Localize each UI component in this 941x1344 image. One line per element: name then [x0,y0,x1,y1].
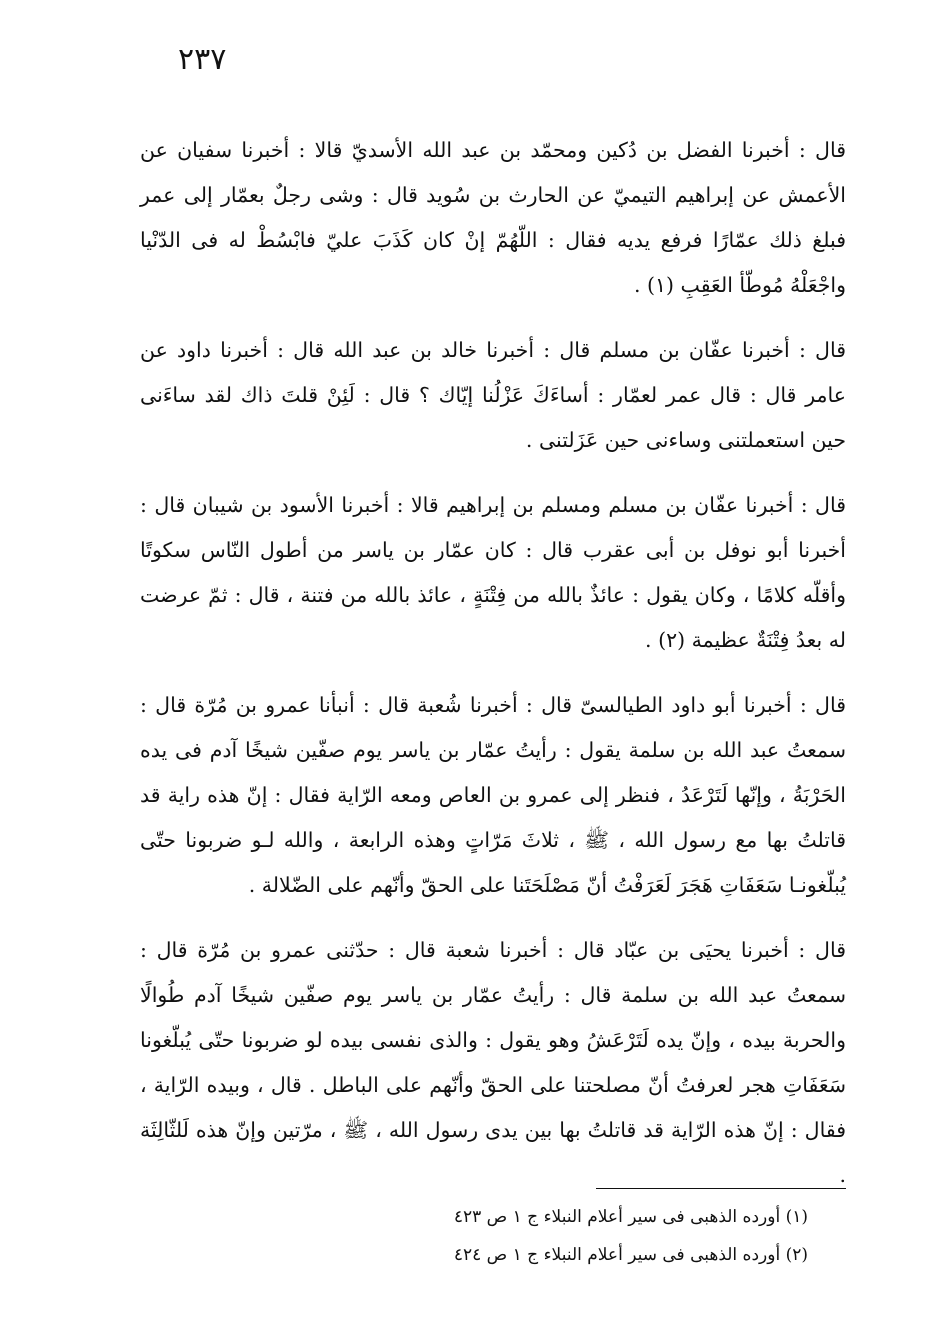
paragraph: قال : أخبرنا الفضل بن دُكين ومحمّد بن عبد الله الأسديّ قالا : أخبرنا سفيان عن الأعمش عن إبراهيم التيميّ عن الحارث بن سُويد قال : وشى رجلٌ بعمّار إلى عمر فبلغ ذلك عمّارًا فرفع يديه فقال : اللّهُمّ إنْ كان كَذَبَ عليّ فابْسُطْ له فى الدّنْيا واجْعَلْهُ مُوطّأ العَقِبِ (١) . [140,138,846,297]
footnote: (١) أورده الذهبى فى سير أعلام النبلاء ج ١ ص ٤٢٣ [453,1207,808,1227]
paragraph: قال : أخبرنا عفّان بن مسلم قال : أخبرنا خالد بن عبد الله قال : أخبرنا داود عن عامر قال : قال عمر لعمّار : أساءَكَ عَزْلُنا إيّاك ؟ قال : لَئِنْ قلتَ ذاك لقد ساءَنى حين استعملتنى وساءنى حين عَزَلتنى . [140,338,846,452]
page-number: ٢٣٧ [178,42,227,77]
paragraph: قال : أخبرنا أبو داود الطيالسىّ قال : أخبرنا شُعبة قال : أنبأنا عمرو بن مُرّة قال : سمعتُ عبد الله بن سلمة يقول : رأيتُ عمّار بن ياسر يوم صفّين شيخًا آدم فى يده الحَرْبَةُ ، وإنّها لَتَرْعَدُ ، فنظر إلى عمرو بن العاص ومعه الرّاية فقال : إنّ هذه راية قد قاتلتُ بها مع رسول الله ، ﷺ ، ثلاثَ مَرّاتٍ وهذه الرابعة ، والله لـو ضربونا حتّى يُبلّغونـا سَعَفَاتِ هَجَرَ لَعَرَفْتُ أنّ مَصْلَحَتَنا على الحقّ وأنّهم على الضّلالة . [140,693,846,897]
body-text [140,128,846,1218]
footnotes [400,1198,808,1274]
footnote-divider [596,1188,846,1189]
paragraph: قال : أخبرنا يحيَى بن عبّاد قال : أخبرنا شعبة قال : حدّثنى عمرو بن مُرّة قال : سمعتُ عبد الله بن سلمة قال : رأيتُ عمّار بن ياسر يوم صفّين شيخًا آدم طُوالًا والحربة بيده ، وإنّ يده لَتَرْعَشُ وهو يقول : والذى نفسى بيده لو ضربونا حتّى يُبلّغونا سَعَفَاتِ هجر لعرفتُ أنّ مصلحتنا على الحقّ وأنّهم على الباطل . قال ، وبيده الرّاية ، فقال : إنّ هذه الرّاية قد قاتلتُ بها بين يدى رسول الله ، ﷺ ، مرّتين وإنّ هذه لَلثّالِثَة . [140,938,846,1187]
footnote: (٢) أورده الذهبى فى سير أعلام النبلاء ج ١ ص ٤٢٤ [453,1245,808,1265]
paragraph: قال : أخبرنا عفّان بن مسلم ومسلم بن إبراهيم قالا : أخبرنا الأسود بن شيبان قال : أخبرنا أبو نوفل بن أبى عقرب قال : كان عمّار بن ياسر من أطول النّاس سكوتًا وأقلّه كلامًا ، وكان يقول : عائذٌ بالله من فِتْنَةٍ ، عائذ بالله من فتنة ، قال : ثمّ عرضت له بعدُ فِتْنَةٌ عظيمة (٢) . [140,493,846,652]
